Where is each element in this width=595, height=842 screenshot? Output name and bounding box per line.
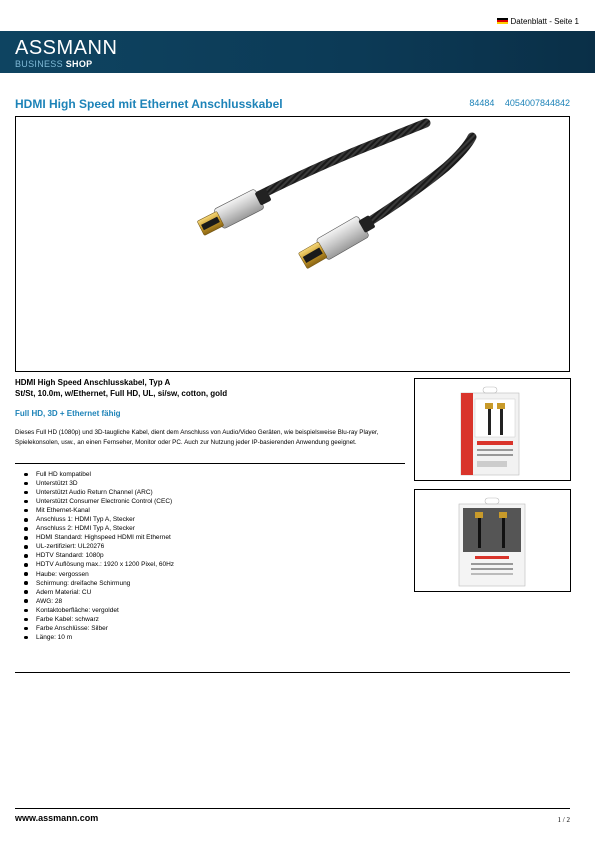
feature-item: [24, 588, 174, 597]
feature-text: Schirmung: dreifache Schirmung: [36, 579, 131, 587]
bullet-icon: [24, 554, 28, 558]
brand-logo: ASSMANN: [15, 37, 118, 59]
bullet-icon: [24, 563, 28, 567]
page-number: 1 / 2: [557, 816, 570, 824]
bullet-icon: [24, 509, 28, 513]
feature-item: [24, 606, 174, 615]
feature-item: [24, 470, 174, 479]
desc-line-2: St/St, 10.0m, w/Ethernet, Full HD, UL, si/sw, cotton, gold: [15, 388, 228, 398]
feature-item: [24, 633, 174, 642]
desc-line-1: HDMI High Speed Anschlusskabel, Typ A: [15, 378, 171, 387]
bullet-icon: [24, 618, 28, 622]
bullet-icon: [24, 572, 28, 576]
datasheet-label: [497, 14, 579, 28]
feature-item: [24, 542, 174, 551]
shop-label: SHOP: [65, 59, 93, 69]
bullet-icon: [24, 609, 28, 613]
feature-item: [24, 579, 174, 588]
feature-text: Mit Ethernet-Kanal: [36, 507, 90, 515]
bullet-icon: [24, 590, 28, 594]
feature-text: Anschluss 2: HDMI Typ A, Stecker: [36, 525, 135, 533]
package-back-thumbnail[interactable]: [414, 489, 571, 592]
feature-text: AWG: 28: [36, 597, 63, 605]
ean-number: 4054007844842: [504, 98, 570, 108]
feature-item: [24, 560, 174, 569]
product-description: Dieses Full HD (1080p) und 3D-taugliche Kabel, dient dem Anschluss von Audio/Video Geräten, wie beispielsweise Blu-ray Player, Spielekonsolen, usw., an einen Fernseher, Monitor oder PC. Auch zur Nutzung jeder IP-basierenden Anwendung geeignet.: [15, 429, 379, 446]
bullet-icon: [24, 536, 28, 540]
feature-text: Unterstützt Audio Return Channel (ARC): [36, 489, 153, 497]
business-shop-label: [15, 59, 92, 69]
bullet-icon: [24, 545, 28, 549]
bullet-icon: [24, 491, 28, 495]
feature-text: HDTV Standard: 1080p: [36, 552, 104, 560]
feature-list: [24, 470, 174, 642]
bullet-icon: [24, 473, 28, 477]
feature-text: Unterstützt 3D: [36, 480, 78, 488]
german-flag-icon: [497, 18, 508, 25]
bullet-icon: [24, 581, 28, 585]
feature-item: [24, 570, 174, 579]
bullet-icon: [24, 482, 28, 486]
product-title: HDMI High Speed mit Ethernet Anschlusskabel: [15, 97, 283, 111]
divider: [15, 463, 405, 464]
feature-item: [24, 488, 174, 497]
feature-text: Kontaktoberfläche: vergoldet: [36, 606, 119, 614]
bullet-icon: [24, 599, 28, 603]
feature-item: [24, 597, 174, 606]
feature-text: HDTV Auflösung max.: 1920 x 1200 Pixel, 60Hz: [36, 561, 175, 569]
feature-item: [24, 624, 174, 633]
feature-text: Farbe Anschlüsse: Silber: [36, 624, 108, 632]
package-back-image: [415, 490, 570, 591]
product-image: [15, 116, 570, 372]
feature-text: Adern Material: CU: [36, 588, 92, 596]
feature-text: Unterstützt Consumer Electronic Control (CEC): [36, 498, 173, 506]
feature-item: [24, 506, 174, 515]
article-number: 84484: [469, 98, 495, 108]
feature-text: Anschluss 1: HDMI Typ A, Stecker: [36, 516, 135, 524]
feature-item: [24, 497, 174, 506]
package-front-image: [415, 379, 570, 480]
feature-item: [24, 524, 174, 533]
feature-headline: Full HD, 3D + Ethernet fähig: [15, 409, 121, 418]
bullet-icon: [24, 527, 28, 531]
feature-text: Farbe Kabel: schwarz: [36, 615, 99, 623]
bullet-icon: [24, 518, 28, 522]
header-banner: [0, 31, 595, 73]
bullet-icon: [24, 627, 28, 631]
product-short-description: [15, 378, 227, 399]
footer-url[interactable]: www.assmann.com: [15, 813, 99, 823]
product-ids: [461, 98, 570, 108]
feature-text: UL-zertifiziert: UL20276: [36, 543, 105, 551]
datasheet-page-label: Datenblatt - Seite 1: [510, 16, 579, 26]
feature-item: [24, 533, 174, 542]
feature-item: [24, 515, 174, 524]
feature-text: Full HD kompatibel: [36, 471, 91, 478]
bullet-icon: [24, 636, 28, 640]
feature-text: HDMI Standard: Highspeed HDMI mit Ethernet: [36, 534, 171, 542]
feature-item: [24, 479, 174, 488]
bullet-icon: [24, 500, 28, 504]
business-label: BUSINESS: [15, 59, 63, 69]
package-front-thumbnail[interactable]: [414, 378, 571, 481]
section-divider: [15, 672, 570, 673]
feature-text: Haube: vergossen: [36, 570, 89, 578]
hdmi-cable-image: [16, 117, 569, 371]
footer-divider: [15, 808, 570, 809]
feature-item: [24, 551, 174, 560]
feature-text: Länge: 10 m: [36, 633, 73, 641]
feature-item: [24, 615, 174, 624]
